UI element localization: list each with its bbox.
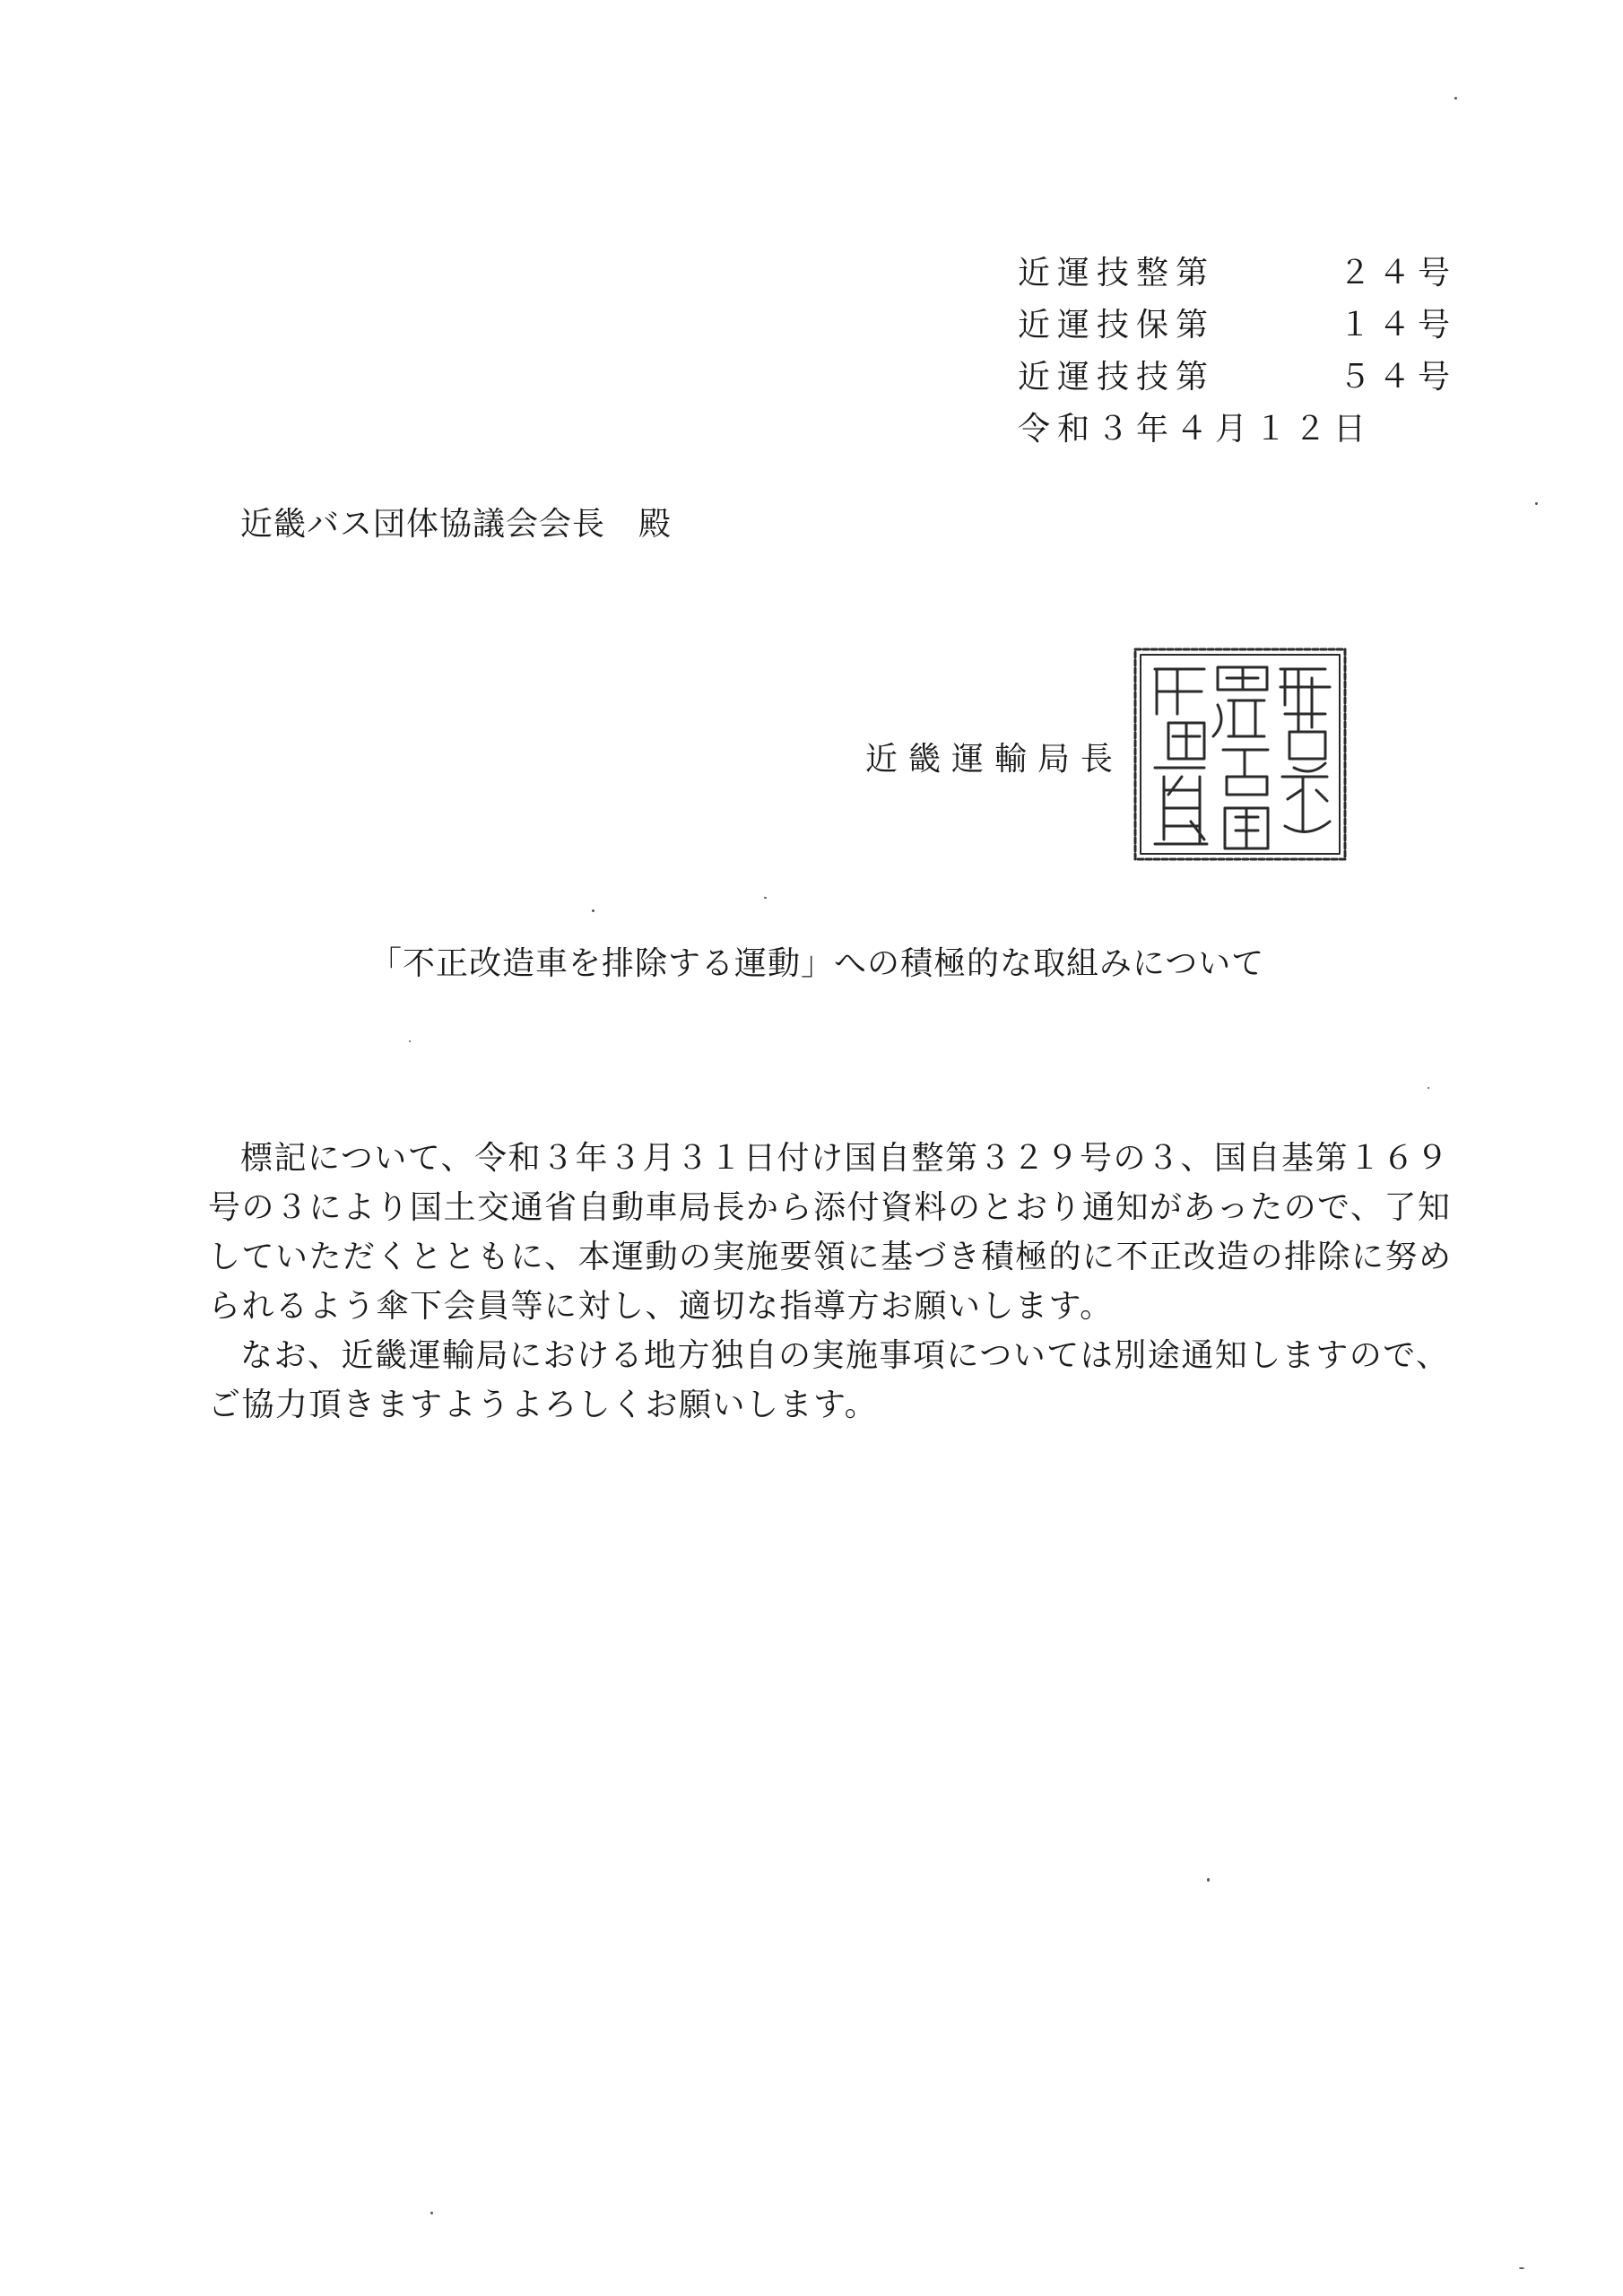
scan-speck	[430, 2212, 433, 2214]
body-paragraph: 標記について、令和３年３月３１日付け国自整第３２９号の３、国自基第１６９号の３により国土交通省自動車局長から添付資料のとおり通知があったので、了知していただくとともに、本運動の実施要領に基づき積極的に不正改造の排除に努められるよう傘下会員等に対し、適切な指導方お願いします。	[208, 1140, 1453, 1325]
reference-label: 近運技保第	[1018, 306, 1216, 344]
date-line	[1018, 400, 1520, 452]
reference-label: 近運技技第	[1018, 358, 1216, 396]
document-date: 令和３年４月１２日	[1018, 410, 1374, 448]
reference-number: ２４号	[1338, 254, 1457, 291]
body-paragraph: なお、近畿運輸局における地方独自の実施事項については別途通知しますので、ご協力頂きますようよろしくお願いします。	[208, 1337, 1450, 1423]
body-text	[208, 1134, 1463, 1430]
reference-line	[1018, 348, 1520, 400]
scan-speck	[764, 897, 767, 899]
scan-speck	[1535, 502, 1538, 505]
sender: 近畿運輸局長	[865, 741, 1124, 778]
reference-line	[1018, 296, 1520, 348]
scan-speck	[1207, 1878, 1210, 1882]
scan-speck	[1519, 2267, 1524, 2269]
official-seal	[1128, 642, 1352, 866]
reference-number: ５４号	[1338, 358, 1457, 396]
reference-label: 近運技整第	[1018, 254, 1216, 291]
scan-speck	[1454, 97, 1457, 100]
reference-number: １４号	[1338, 306, 1457, 344]
subject-title: 「不正改造車を排除する運動」への積極的な取組みについて	[369, 945, 1265, 982]
scan-speck	[409, 1040, 411, 1042]
addressee: 近畿バス団体協議会会長 殿	[240, 506, 673, 543]
scan-speck	[592, 909, 595, 912]
reference-block	[1018, 244, 1520, 452]
reference-line	[1018, 244, 1520, 296]
scan-speck	[1428, 1087, 1429, 1089]
